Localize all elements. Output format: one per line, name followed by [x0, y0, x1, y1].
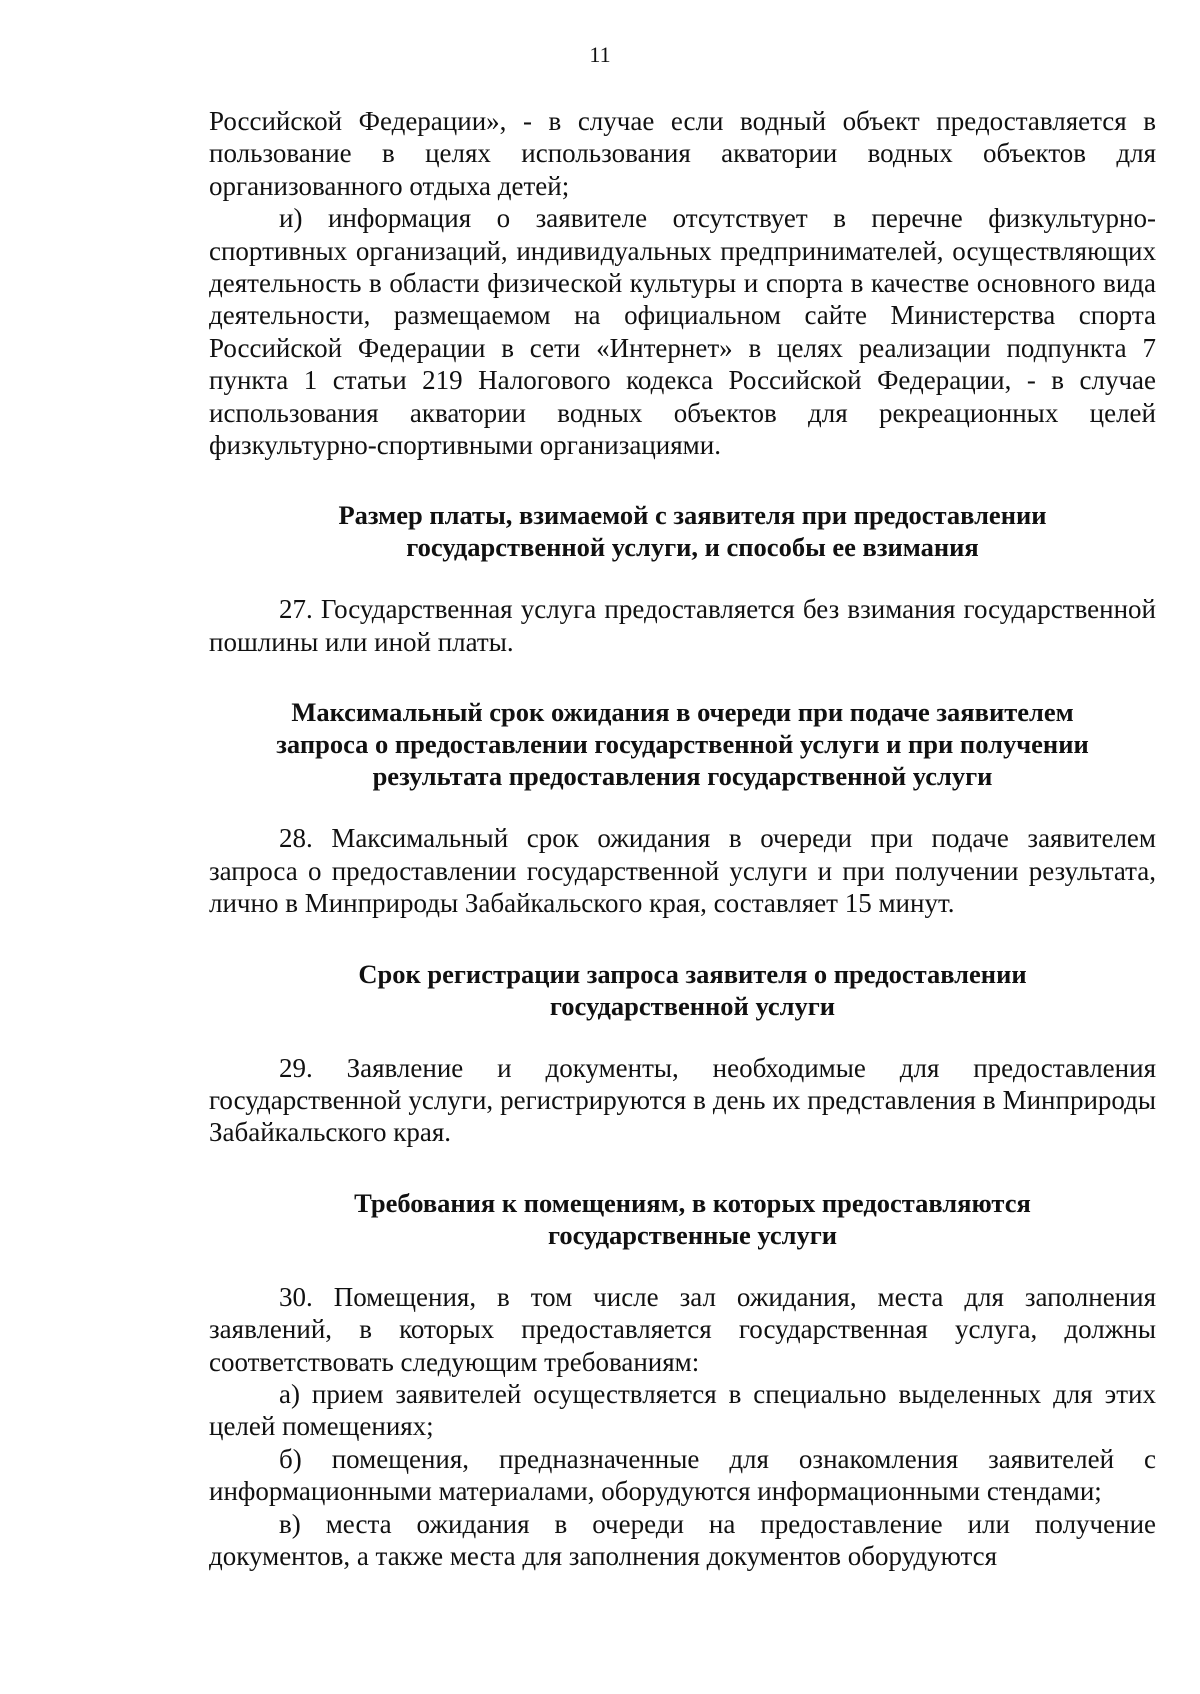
document-body	[209, 105, 1156, 1572]
paragraph-continuation: Российской Федерации», - в случае если водный объект предоставляется в пользование в целях использования акватории водных объектов для организованного отдыха детей;	[209, 106, 1156, 201]
paragraph-30: 30. Помещения, в том числе зал ожидания, места для заполнения заявлений, в которых предоставляется государственная услуга, должны соответствовать следующим требованиям:	[209, 1281, 1156, 1377]
paragraph-item-i: и) информация о заявителе отсутствует в перечне физкультурно-спортивных организаций, индивидуальных предпринимателей, осуществляющих деятельность в области физической культуры и спорта в качестве основного вида деятельности, размещаемом на официальном сайте Министерства спорта Российской Федерации в сети «Интернет» в целях реализации подпункта 7 пункта 1 статьи 219 Налогового кодекса Российской Федерации, - в случае использования акватории водных объектов для рекреационных целей физкультурно-спортивными организациями.	[209, 203, 1156, 461]
heading-premises	[229, 1187, 1156, 1251]
page-number: 11	[589, 42, 611, 67]
paragraph-30b: б) помещения, предназначенные для ознакомления заявителей с информационными материалами, оборудуются информационными стендами;	[209, 1443, 1156, 1507]
heading-fee-line1: Размер платы, взимаемой с заявителя при предоставлении	[338, 500, 1047, 531]
heading-registration	[229, 958, 1156, 1022]
paragraph-29: 29. Заявление и документы, необходимые для предоставления государственной услуги, регистрируются в день их представления в Минприроды Забайкальского края.	[209, 1052, 1156, 1148]
heading-premises-line2: государственные услуги	[547, 1219, 838, 1250]
paragraph-28: 28. Максимальный срок ожидания в очереди при подаче заявителем запроса о предоставлении государственной услуги и при получении результата, лично в Минприроды Забайкальского края, составляет 15 минут.	[209, 823, 1156, 919]
heading-registration-line2: государственной услуги	[549, 990, 836, 1021]
heading-queue-line1: Максимальный срок ожидания в очереди при подаче заявителем	[291, 697, 1074, 728]
paragraph-27: 27. Государственная услуга предоставляется без взимания государственной пошлины или иной платы.	[209, 594, 1156, 657]
heading-queue-line2: запроса о предоставлении государственной услуги и при получении	[276, 729, 1089, 760]
heading-registration-line1: Срок регистрации запроса заявителя о предоставлении	[358, 958, 1027, 989]
heading-queue	[209, 696, 1156, 792]
heading-queue-line3: результата предоставления государственной услуги	[372, 761, 993, 792]
heading-fee-line2: государственной услуги, и способы ее взимания	[406, 532, 979, 563]
heading-fee	[229, 499, 1156, 563]
heading-premises-line1: Требования к помещениям, в которых предоставляются	[354, 1187, 1031, 1218]
paragraph-30a: а) прием заявителей осуществляется в специально выделенных для этих целей помещениях;	[209, 1378, 1156, 1442]
paragraph-30c: в) места ожидания в очереди на предоставление или получение документов, а также места для заполнения документов оборудуются	[209, 1508, 1156, 1571]
